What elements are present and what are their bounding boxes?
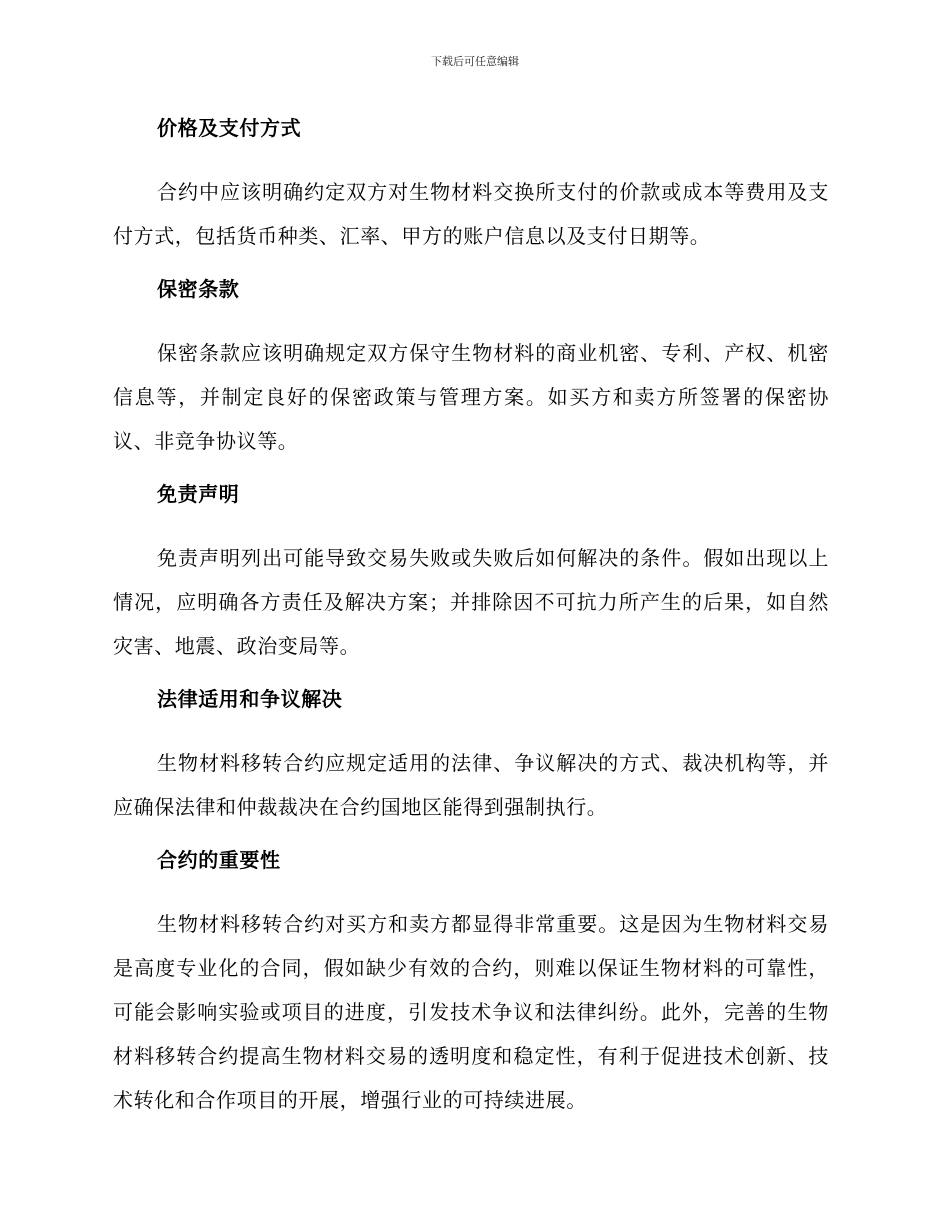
section-paragraph: 合约中应该明确约定双方对生物材料交换所支付的价款或成本等费用及支付方式，包括货币种类、汇率、甲方的账户信息以及支付日期等。 bbox=[113, 180, 829, 248]
section-heading: 合约的重要性 bbox=[157, 848, 281, 872]
section-paragraph: 保密条款应该明确规定双方保守生物材料的商业机密、专利、产权、机密信息等，并制定良好的保密政策与管理方案。如买方和卖方所签署的保密协议、非竞争协议等。 bbox=[113, 341, 829, 453]
section-paragraph: 生物材料移转合约应规定适用的法律、争议解决的方式、裁决机构等，并应确保法律和仲裁裁决在合约国地区能得到强制执行。 bbox=[113, 751, 829, 819]
section-heading: 保密条款 bbox=[157, 277, 240, 301]
document-body bbox=[113, 106, 829, 1131]
section-paragraph: 生物材料移转合约对买方和卖方都显得非常重要。这是因为生物材料交易是高度专业化的合同，假如缺少有效的合约，则难以保证生物材料的可靠性，可能会影响实验或项目的进度，引发技术争议和法律纠纷。此外，完善的生物材料移转合约提高生物材料交易的透明度和稳定性，有利于促进技术创新、技术转化和合作项目的开展，增强行业的可持续进展。 bbox=[113, 912, 829, 1112]
section-heading: 法律适用和争议解决 bbox=[157, 687, 343, 711]
section-paragraph: 免责声明列出可能导致交易失败或失败后如何解决的条件。假如出现以上情况，应明确各方责任及解决方案；并排除因不可抗力所产生的后果，如自然灾害、地震、政治变局等。 bbox=[113, 546, 829, 658]
page-header-note: 下载后可任意编辑 bbox=[431, 55, 519, 68]
section-heading: 价格及支付方式 bbox=[157, 116, 302, 140]
section-heading: 免责声明 bbox=[157, 482, 240, 506]
